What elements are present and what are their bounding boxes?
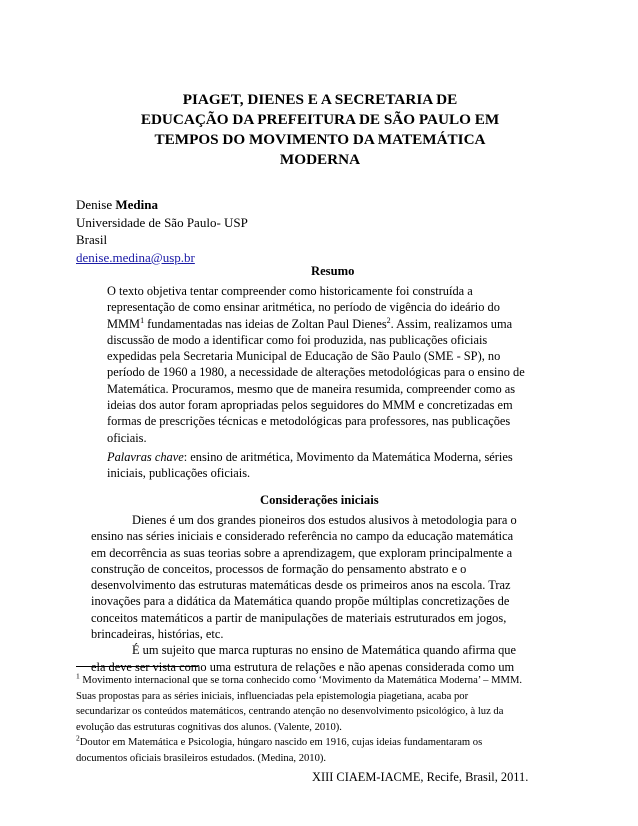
abstract-body bbox=[107, 283, 525, 482]
abstract-text: . Assim, realizamos uma bbox=[390, 316, 513, 331]
section-line: Dienes é um dos grandes pioneiros dos estudos alusivos à metodologia para o bbox=[132, 513, 517, 527]
section-line: ela deve ser vista como uma estrutura de relações e não apenas considerada como um bbox=[91, 659, 515, 674]
footnote-mark-1: 1 bbox=[76, 671, 80, 681]
abstract-line: formas de prescrições técnicas e metodológicas para professores, nas publicações bbox=[107, 414, 511, 429]
footnote-ref-1: 1 bbox=[140, 315, 145, 325]
abstract-line: representação de como ensinar aritmética, no período de vigência do ideário do bbox=[107, 300, 500, 315]
section-line: construção de conceitos, processos de formação do pensamento abstrato e o bbox=[91, 561, 467, 576]
footnote-line: secundarizar os conteúdos matemáticos, centrando atenção no desenvolvimento psicológico, à luz da bbox=[76, 706, 504, 718]
author-affiliation: Universidade de São Paulo- USP bbox=[76, 214, 248, 230]
footnote-line: evolução das estruturas cognitivas dos alunos. (Valente, 2010). bbox=[76, 721, 342, 733]
title-line: EDUCAÇÃO DA PREFEITURA DE SÃO PAULO EM bbox=[140, 111, 500, 128]
section-line: conceitos matemáticos a partir de manipulações de materiais estruturados em jogos, bbox=[91, 610, 507, 625]
section-line: brincadeiras, histórias, etc. bbox=[91, 627, 224, 642]
abstract-line: período de 1960 a 1980, a necessidade de alterações metodológicas para o ensino de bbox=[107, 365, 525, 380]
abstract-line: oficiais. bbox=[107, 430, 147, 445]
section-line: ensino nas séries iniciais e considerado referência no campo da educação matemática bbox=[91, 529, 514, 544]
section-heading: Considerações iniciais bbox=[260, 493, 379, 507]
section-line: desenvolvimento das estruturas matemáticas desde os primeiros anos na escola. Traz bbox=[91, 578, 511, 593]
footnote-text: Doutor em Matemática e Psicologia, húngaro nascido em 1916, cujas ideias fundamentaram os bbox=[79, 737, 483, 749]
section-line: inovações para a didática da Matemática quando propõe múltiplas concretizações de bbox=[91, 594, 510, 609]
footnote-line: documentos oficiais brasileiros estudados. (Medina, 2010). bbox=[76, 752, 327, 764]
title-line: TEMPOS DO MOVIMENTO DA MATEMÁTICA bbox=[154, 131, 486, 148]
abstract-line: ideias dos autor foram apropriadas pelos seguidores do MMM e concretizadas em bbox=[107, 398, 513, 413]
footnote-line bbox=[76, 673, 522, 689]
footnotes bbox=[76, 673, 522, 767]
page-footer: XIII CIAEM-IACME, Recife, Brasil, 2011. bbox=[312, 770, 529, 784]
author-country: Brasil bbox=[76, 232, 108, 247]
author-last-name: Medina bbox=[115, 197, 158, 212]
section-body bbox=[91, 512, 517, 675]
author-email-link[interactable]: denise.medina@usp.br bbox=[76, 249, 195, 265]
footnote-separator bbox=[76, 666, 198, 667]
title-line: MODERNA bbox=[279, 151, 361, 168]
keywords-text: : ensino de aritmética, Movimento da Matemática Moderna, séries bbox=[183, 449, 513, 464]
keywords-line: iniciais, publicações oficiais. bbox=[107, 466, 251, 481]
footnote-line: Suas propostas para as séries iniciais, influenciadas pela epistemologia piagetiana, acaba por bbox=[76, 690, 469, 702]
abstract-line: expedidas pela Secretaria Municipal de Educação de São Paulo (SME - SP), no bbox=[107, 349, 501, 364]
abstract-line bbox=[107, 316, 525, 332]
author-block bbox=[76, 196, 248, 266]
footnote-ref-2: 2 bbox=[386, 315, 391, 325]
section-line: em decorrência as suas teorias sobre a aprendizagem, que exploram principalmente a bbox=[91, 545, 513, 560]
footnote-mark-2: 2 bbox=[76, 733, 80, 743]
author-first-name: Denise bbox=[76, 197, 116, 212]
title-line: PIAGET, DIENES E A SECRETARIA DE bbox=[182, 91, 458, 108]
abstract-line: Matemática. Procuramos, mesmo que de maneira resumida, compreender como as bbox=[107, 381, 516, 396]
paper-title bbox=[100, 90, 540, 170]
abstract-text: fundamentadas nas ideias de Zoltan Paul Dienes bbox=[147, 316, 387, 331]
section-line: É um sujeito que marca rupturas no ensino de Matemática quando afirma que bbox=[132, 643, 516, 658]
author-name bbox=[76, 196, 248, 214]
abstract-line: O texto objetiva tentar compreender como historicamente foi construída a bbox=[107, 284, 473, 298]
footnote-line bbox=[76, 735, 522, 751]
abstract-text: MMM bbox=[107, 316, 141, 331]
keywords-label: Palavras chave bbox=[107, 449, 184, 464]
abstract-line: discussão de modo a identificar como foi produzida, nas publicações oficiais bbox=[107, 332, 488, 347]
keywords-line bbox=[107, 449, 525, 465]
abstract-heading: Resumo bbox=[311, 264, 355, 278]
footnote-text: Movimento internacional que se torna conhecido como ‘Movimento da Matemática Moderna’ – MMM. bbox=[79, 675, 523, 686]
